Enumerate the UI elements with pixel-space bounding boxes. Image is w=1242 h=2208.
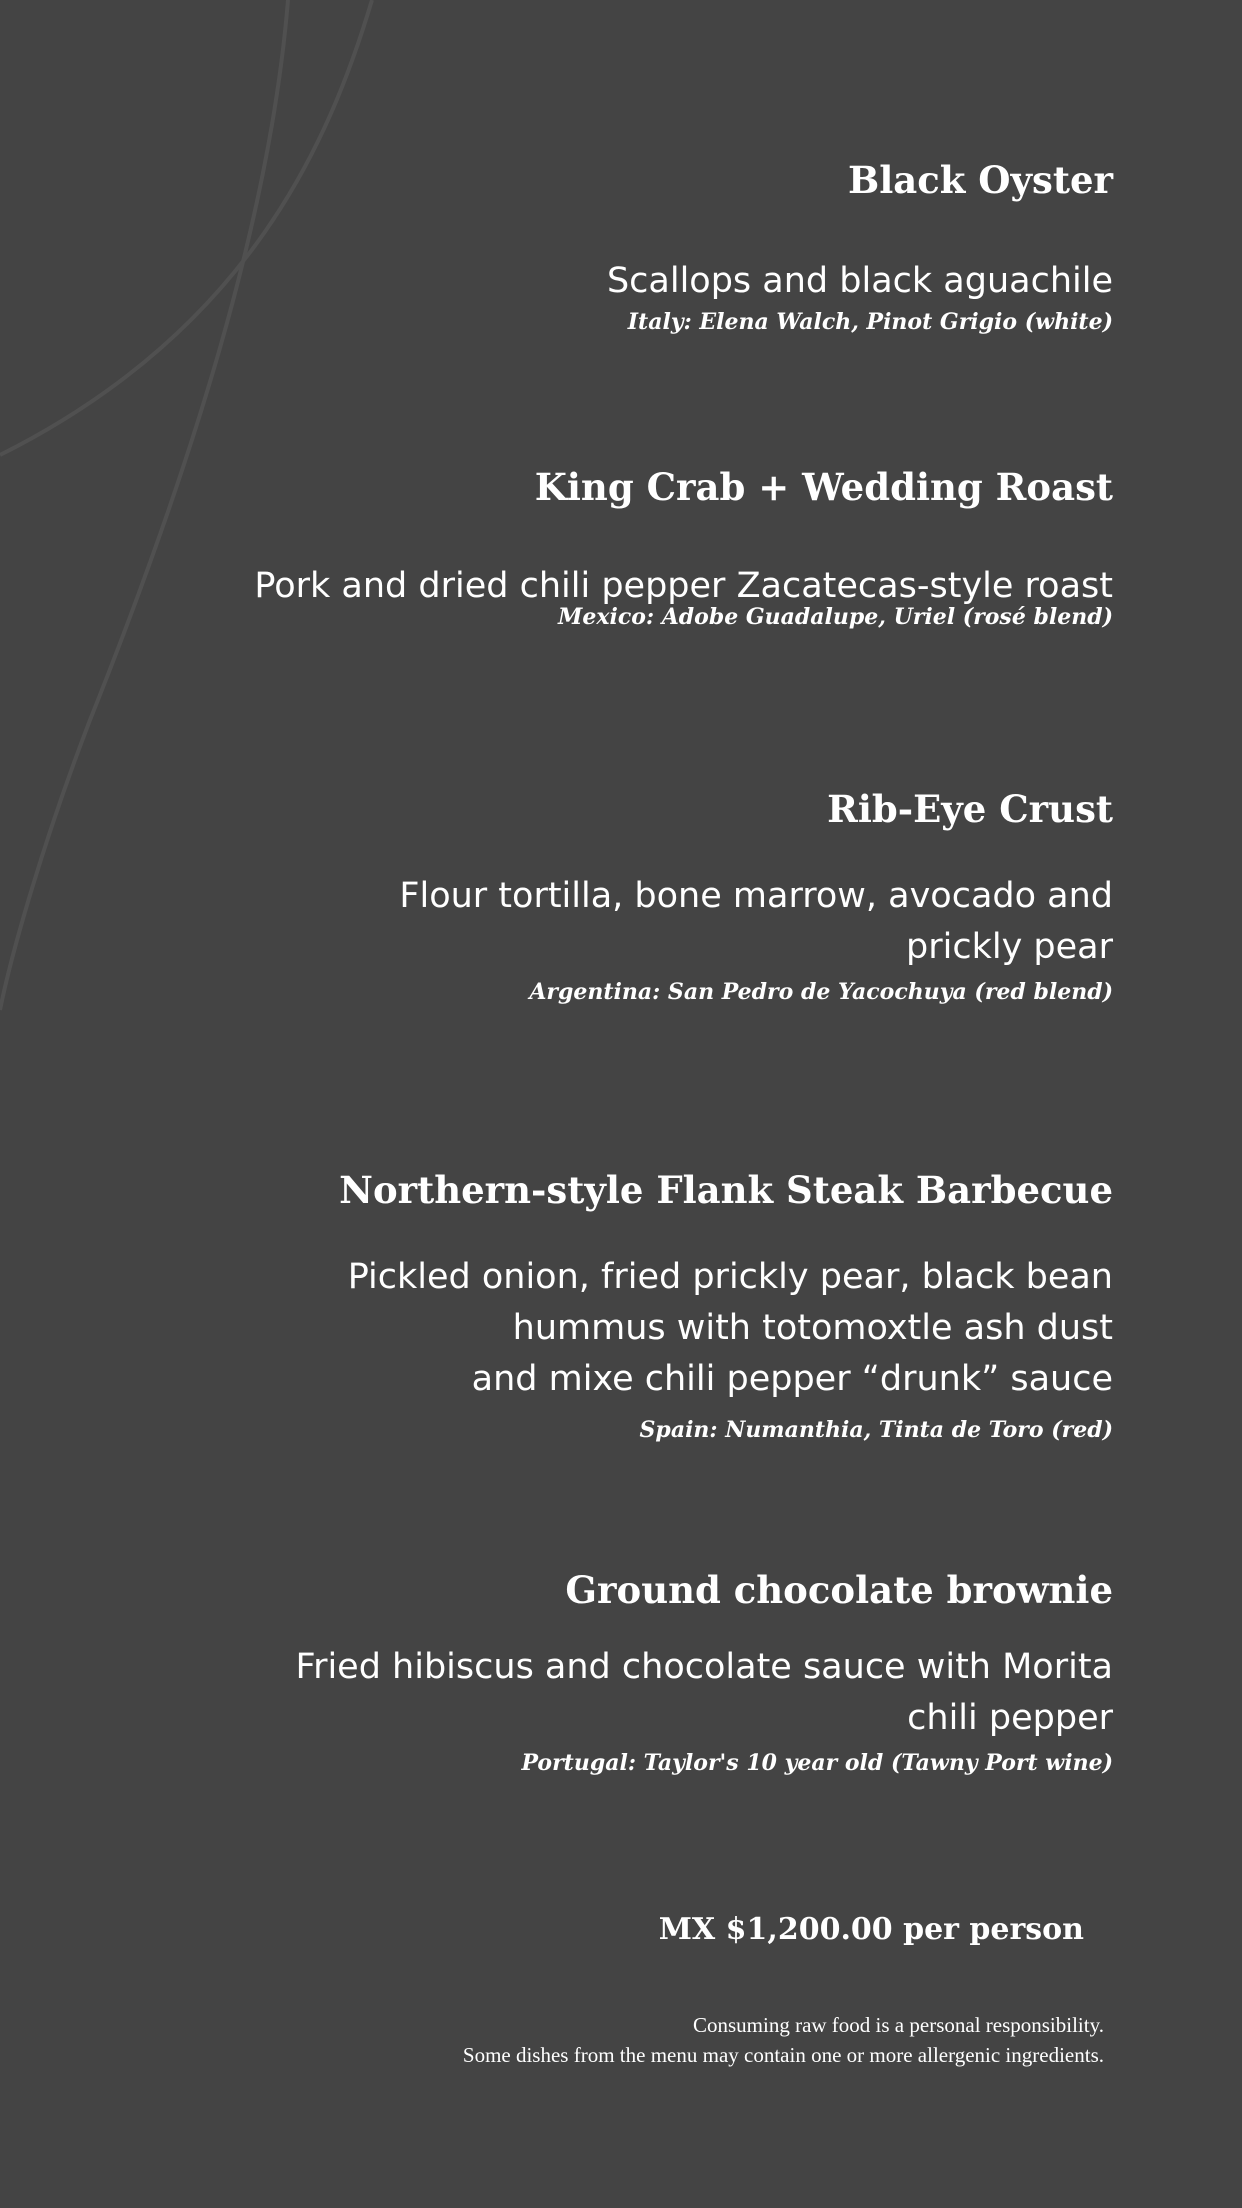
course-king-crab (113, 465, 1113, 632)
disclaimer (104, 2010, 1104, 2070)
price-per-person: MX $1,200.00 per person (658, 1912, 1084, 1947)
course-description-line: chili pepper (907, 1698, 1113, 1738)
wine-pairing: Argentina: San Pedro de Yacochuya (red blend) (529, 979, 1113, 1005)
wine-pairing: Mexico: Adobe Guadalupe, Uriel (rosé blend) (558, 604, 1113, 630)
course-title: Northern-style Flank Steak Barbecue (339, 1168, 1113, 1212)
course-black-oyster (113, 158, 1113, 337)
course-title: Ground chocolate brownie (565, 1568, 1113, 1612)
wine-pairing: Spain: Numanthia, Tinta de Toro (red) (639, 1417, 1113, 1443)
wine-pairing: Portugal: Taylor's 10 year old (Tawny Port wine) (521, 1750, 1113, 1776)
course-flank-steak (113, 1168, 1113, 1445)
course-description-line: Pickled onion, fried prickly pear, black bean (347, 1257, 1113, 1297)
course-description (113, 871, 1113, 973)
course-description-line: Flour tortilla, bone marrow, avocado and (399, 876, 1113, 916)
disclaimer-line: Some dishes from the menu may contain one or more allergenic ingredients. (462, 2043, 1104, 2067)
course-description-line: Pork and dried chili pepper Zacatecas-style roast (254, 566, 1113, 606)
disclaimer-line: Consuming raw food is a personal responsibility. (692, 2013, 1104, 2037)
course-description-line: hummus with totomoxtle ash dust (512, 1308, 1113, 1348)
course-description-line: Fried hibiscus and chocolate sauce with Morita (295, 1647, 1113, 1687)
course-description-line: and mixe chili pepper “drunk” sauce (471, 1359, 1113, 1399)
course-description (113, 1642, 1113, 1744)
wine-pairing: Italy: Elena Walch, Pinot Grigio (white) (627, 309, 1113, 335)
course-description-line: Scallops and black aguachile (606, 261, 1113, 301)
course-rib-eye (113, 787, 1113, 1007)
course-title: King Crab + Wedding Roast (534, 465, 1113, 509)
course-description-line: prickly pear (906, 927, 1113, 967)
course-description (113, 1252, 1113, 1405)
course-description (113, 256, 1113, 307)
course-title: Rib-Eye Crust (827, 787, 1113, 831)
course-title: Black Oyster (847, 158, 1113, 202)
course-brownie (113, 1568, 1113, 1778)
